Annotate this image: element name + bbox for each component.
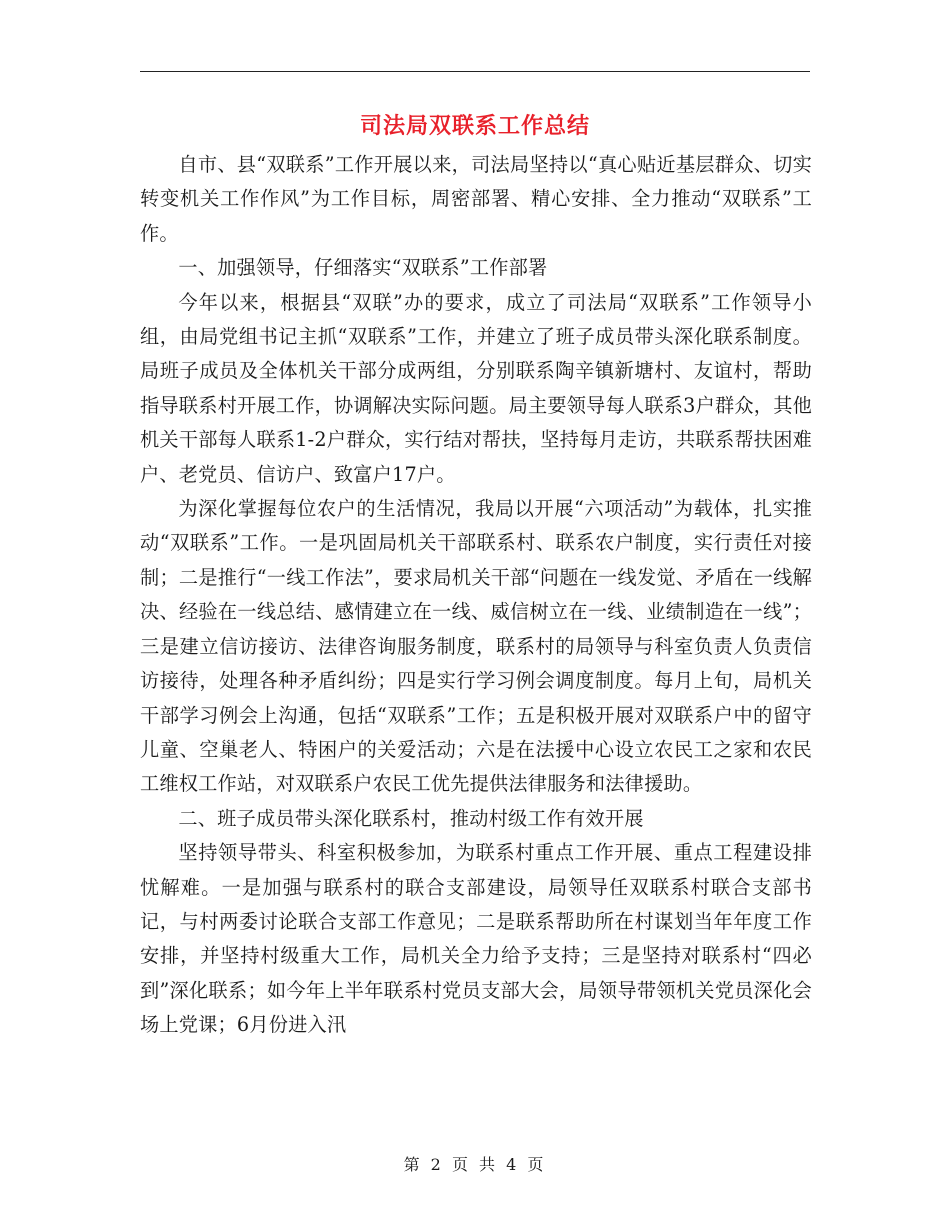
paragraph: 为深化掌握每位农户的生活情况，我局以开展“六项活动”为载体，扎实推动“双联系”工作。一是巩固局机关干部联系村、联系农户制度，实行责任对接制；二是推行“一线工作法”，要求局机关干部“问题在一线发觉、矛盾在一线解决、经验在一线总结、感情建立在一线、威信树立在一线、业绩制造在一线”；三是建立信访接访、法律咨询服务制度，联系村的局领导与科室负责人负责信访接待，处理各种矛盾纠纷；四是实行学习例会调度制度。每月上旬，局机关干部学习例会上沟通，包括“双联系”工作；五是积极开展对双联系户中的留守儿童、空巢老人、特困户的关爱活动；六是在法援中心设立农民工之家和农民工维权工作站，对双联系户农民工优先提供法律服务和法律援助。 xyxy=(140,497,812,796)
paragraph: 今年以来，根据县“双联”办的要求，成立了司法局“双联系”工作领导小组，由局党组书记主抓“双联系”工作，并建立了班子成员带头深化联系制度。局班子成员及全体机关干部分成两组，分别联系陶辛镇新塘村、友谊村，帮助指导联系村开展工作，协调解决实际问题。局主要领导每人联系3户群众，其他机关干部每人联系1-2户群众，实行结对帮扶，坚持每月走访，共联系帮扶困难户、老党员、信访户、致富户17户。 xyxy=(140,290,812,486)
paragraph-intro: 自市、县“双联系”工作开展以来，司法局坚持以“真心贴近基层群众、切实转变机关工作作风”为工作目标，周密部署、精心安排、全力推动“双联系”工作。 xyxy=(140,153,812,245)
section-heading-2: 二、班子成员带头深化联系村，推动村级工作有效开展 xyxy=(178,806,644,830)
header-rule xyxy=(140,71,810,72)
document-title: 司法局双联系工作总结 xyxy=(359,113,590,139)
document-body xyxy=(140,148,812,1043)
page-number: 第 2 页 共 4 页 xyxy=(403,1155,547,1174)
section-heading-1: 一、加强领导，仔细落实“双联系”工作部署 xyxy=(178,256,548,280)
paragraph: 坚持领导带头、科室积极参加，为联系村重点工作开展、重点工程建设排忧解难。一是加强与联系村的联合支部建设，局领导任双联系村联合支部书记，与村两委讨论联合支部工作意见；二是联系帮助所在村谋划当年年度工作安排，并坚持村级重大工作，局机关全力给予支持；三是坚持对联系村“四必到”深化联系；如今年上半年联系村党员支部大会，局领导带领机关党员深化会场上党课；6月份进入汛 xyxy=(140,841,812,1037)
